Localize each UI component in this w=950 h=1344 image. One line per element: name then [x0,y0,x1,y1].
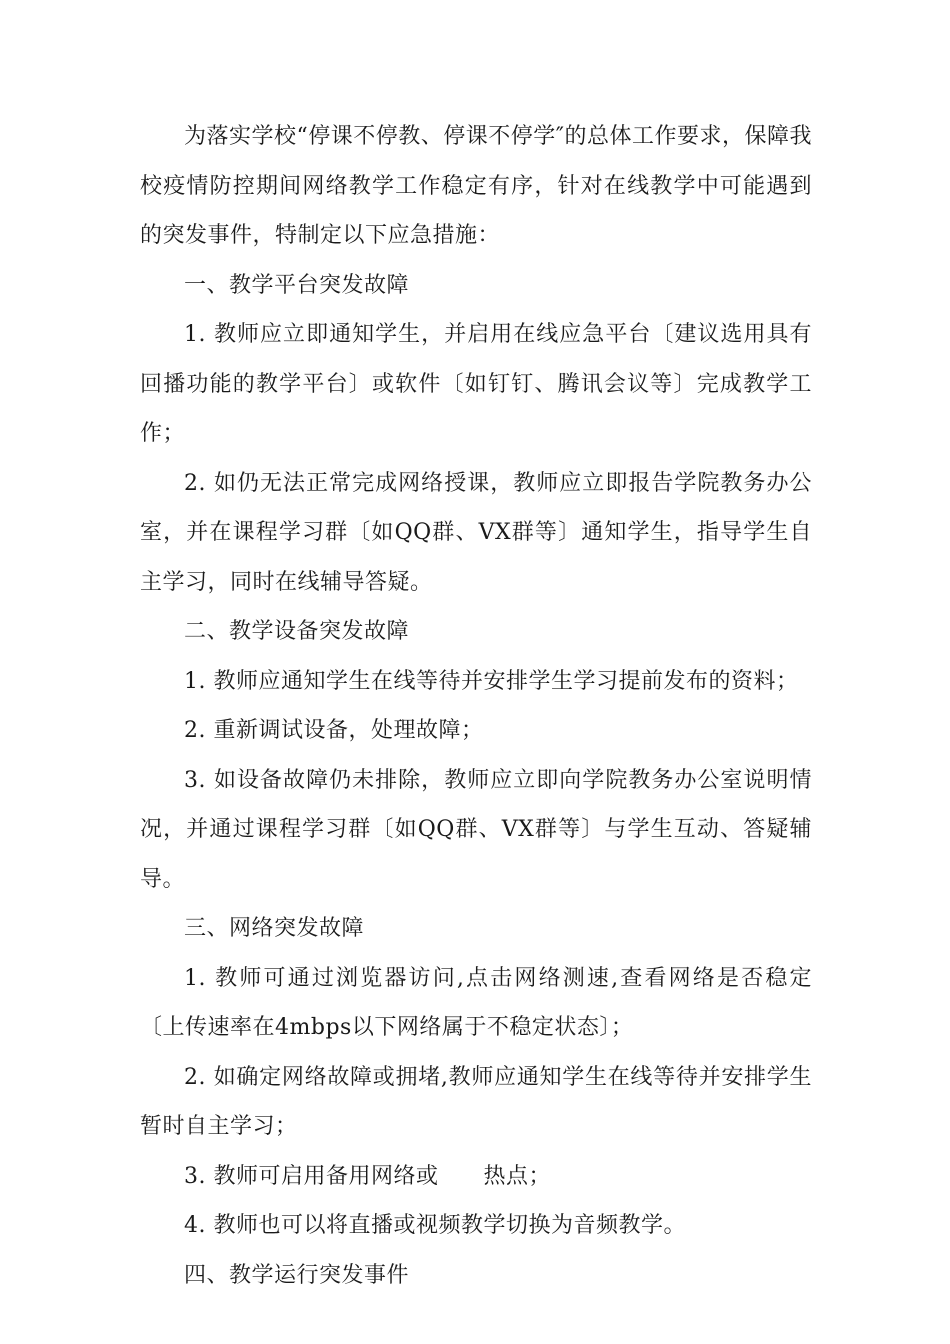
list-item: 4. 教师也可以将直播或视频教学切换为音频教学。 [184,1213,686,1238]
list-item: 2. 如仍无法正常完成网络授课，教师应立即报告学院教务办公室，并在课程学习群〔如QQ群、VX群等〕通知学生，指导学生自主学习，同时在线辅导答疑。 [140,470,812,595]
section-heading-device-failure: 二、教学设备突发故障 [184,619,410,644]
list-item: 1. 教师应通知学生在线等待并安排学生学习提前发布的资料； [184,668,799,694]
section-heading-operation-incident: 四、教学运行突发事件 [184,1262,410,1288]
list-item: 2. 重新调试设备，处理故障； [184,718,484,743]
list-item: 1. 教师应立即通知学生，并启用在线应急平台〔建议选用具有回播功能的教学平台〕或软件〔如钉钉、腾讯会议等〕完成教学工作； [140,322,812,446]
list-item: 3. 如设备故障仍未排除，教师应立即向学院教务办公室说明情况，并通过课程学习群〔如QQ群、VX群等〕与学生互动、答疑辅导。 [140,767,812,892]
section-heading-platform-failure: 一、教学平台突发故障 [184,272,410,298]
list-item: 1. 教师可通过浏览器访问,点击网络测速,查看网络是否稳定〔上传速率在4mbps以下网络属于不稳定状态〕； [140,965,812,1040]
section-heading-network-failure: 三、网络突发故障 [184,916,365,941]
intro-paragraph: 为落实学校“停课不停教、停课不停学″的总体工作要求，保障我校疫情防控期间网络教学工作稳定有序，针对在线教学中可能遇到的突发事件，特制定以下应急措施： [140,124,812,248]
list-item: 2. 如确定网络故障或拥堵,教师应通知学生在线等待并安排学生暂时自主学习； [140,1064,812,1139]
document-body [140,112,812,1300]
list-item: 3. 教师可启用备用网络或 热点； [184,1163,551,1189]
